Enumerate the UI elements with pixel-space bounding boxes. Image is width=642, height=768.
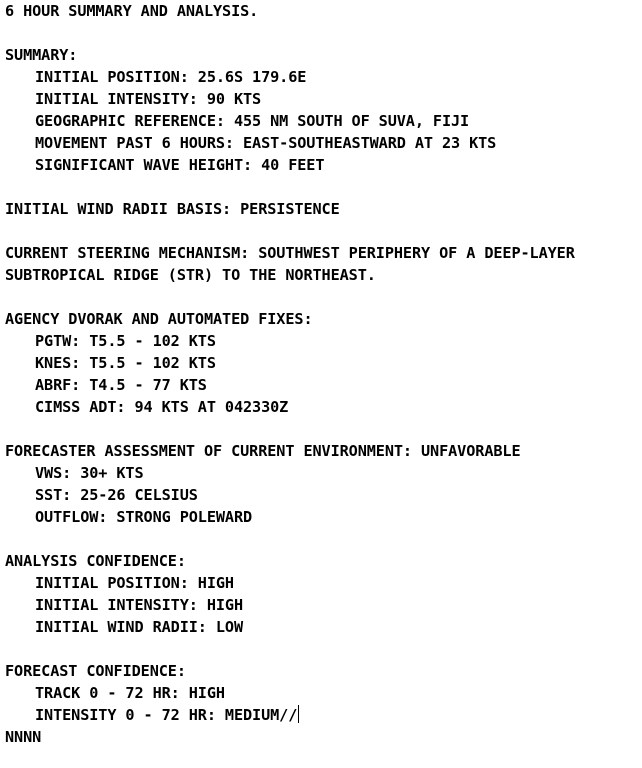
forecast-confidence-heading: FORECAST CONFIDENCE: <box>5 662 186 680</box>
summary-movement: MOVEMENT PAST 6 HOURS: EAST-SOUTHEASTWARD AT 23 KTS <box>35 134 497 152</box>
blank-line <box>5 22 641 44</box>
summary-heading: SUMMARY: <box>5 46 78 64</box>
blank-line <box>5 638 641 660</box>
blank-line <box>5 220 641 242</box>
analysis-confidence-intensity: INITIAL INTENSITY: HIGH <box>35 596 244 614</box>
warning-text-document[interactable] <box>5 0 641 748</box>
fix-knes: KNES: T5.5 - 102 KTS <box>35 354 216 372</box>
summary-initial-position: INITIAL POSITION: 25.6S 179.6E <box>35 68 307 86</box>
environment-heading: FORECASTER ASSESSMENT OF CURRENT ENVIRONMENT: UNFAVORABLE <box>5 442 521 460</box>
steering-line-1: CURRENT STEERING MECHANISM: SOUTHWEST PERIPHERY OF A DEEP-LAYER <box>5 244 575 262</box>
environment-vws: VWS: 30+ KTS <box>35 464 144 482</box>
wind-radii-basis: INITIAL WIND RADII BASIS: PERSISTENCE <box>5 200 340 218</box>
steering-line-2: SUBTROPICAL RIDGE (STR) TO THE NORTHEAST. <box>5 266 376 284</box>
environment-outflow: OUTFLOW: STRONG POLEWARD <box>35 508 253 526</box>
blank-line <box>5 176 641 198</box>
blank-line <box>5 286 641 308</box>
forecast-confidence-intensity: INTENSITY 0 - 72 HR: MEDIUM// <box>35 706 298 724</box>
environment-sst: SST: 25-26 CELSIUS <box>35 486 198 504</box>
summary-wave-height: SIGNIFICANT WAVE HEIGHT: 40 FEET <box>35 156 325 174</box>
analysis-confidence-wind-radii: INITIAL WIND RADII: LOW <box>35 618 244 636</box>
text-cursor <box>298 705 299 723</box>
end-marker: NNNN <box>5 728 42 746</box>
fix-abrf: ABRF: T4.5 - 77 KTS <box>35 376 207 394</box>
fix-cimss-adt: CIMSS ADT: 94 KTS AT 042330Z <box>35 398 289 416</box>
forecast-confidence-track: TRACK 0 - 72 HR: HIGH <box>35 684 225 702</box>
forecast-confidence-intensity-row <box>5 704 641 726</box>
document-title: 6 HOUR SUMMARY AND ANALYSIS. <box>5 2 259 20</box>
analysis-confidence-position: INITIAL POSITION: HIGH <box>35 574 234 592</box>
summary-initial-intensity: INITIAL INTENSITY: 90 KTS <box>35 90 262 108</box>
analysis-confidence-heading: ANALYSIS CONFIDENCE: <box>5 552 186 570</box>
fix-pgtw: PGTW: T5.5 - 102 KTS <box>35 332 216 350</box>
summary-geographic-reference: GEOGRAPHIC REFERENCE: 455 NM SOUTH OF SUVA, FIJI <box>35 112 470 130</box>
blank-line <box>5 418 641 440</box>
fixes-heading: AGENCY DVORAK AND AUTOMATED FIXES: <box>5 310 313 328</box>
blank-line <box>5 528 641 550</box>
